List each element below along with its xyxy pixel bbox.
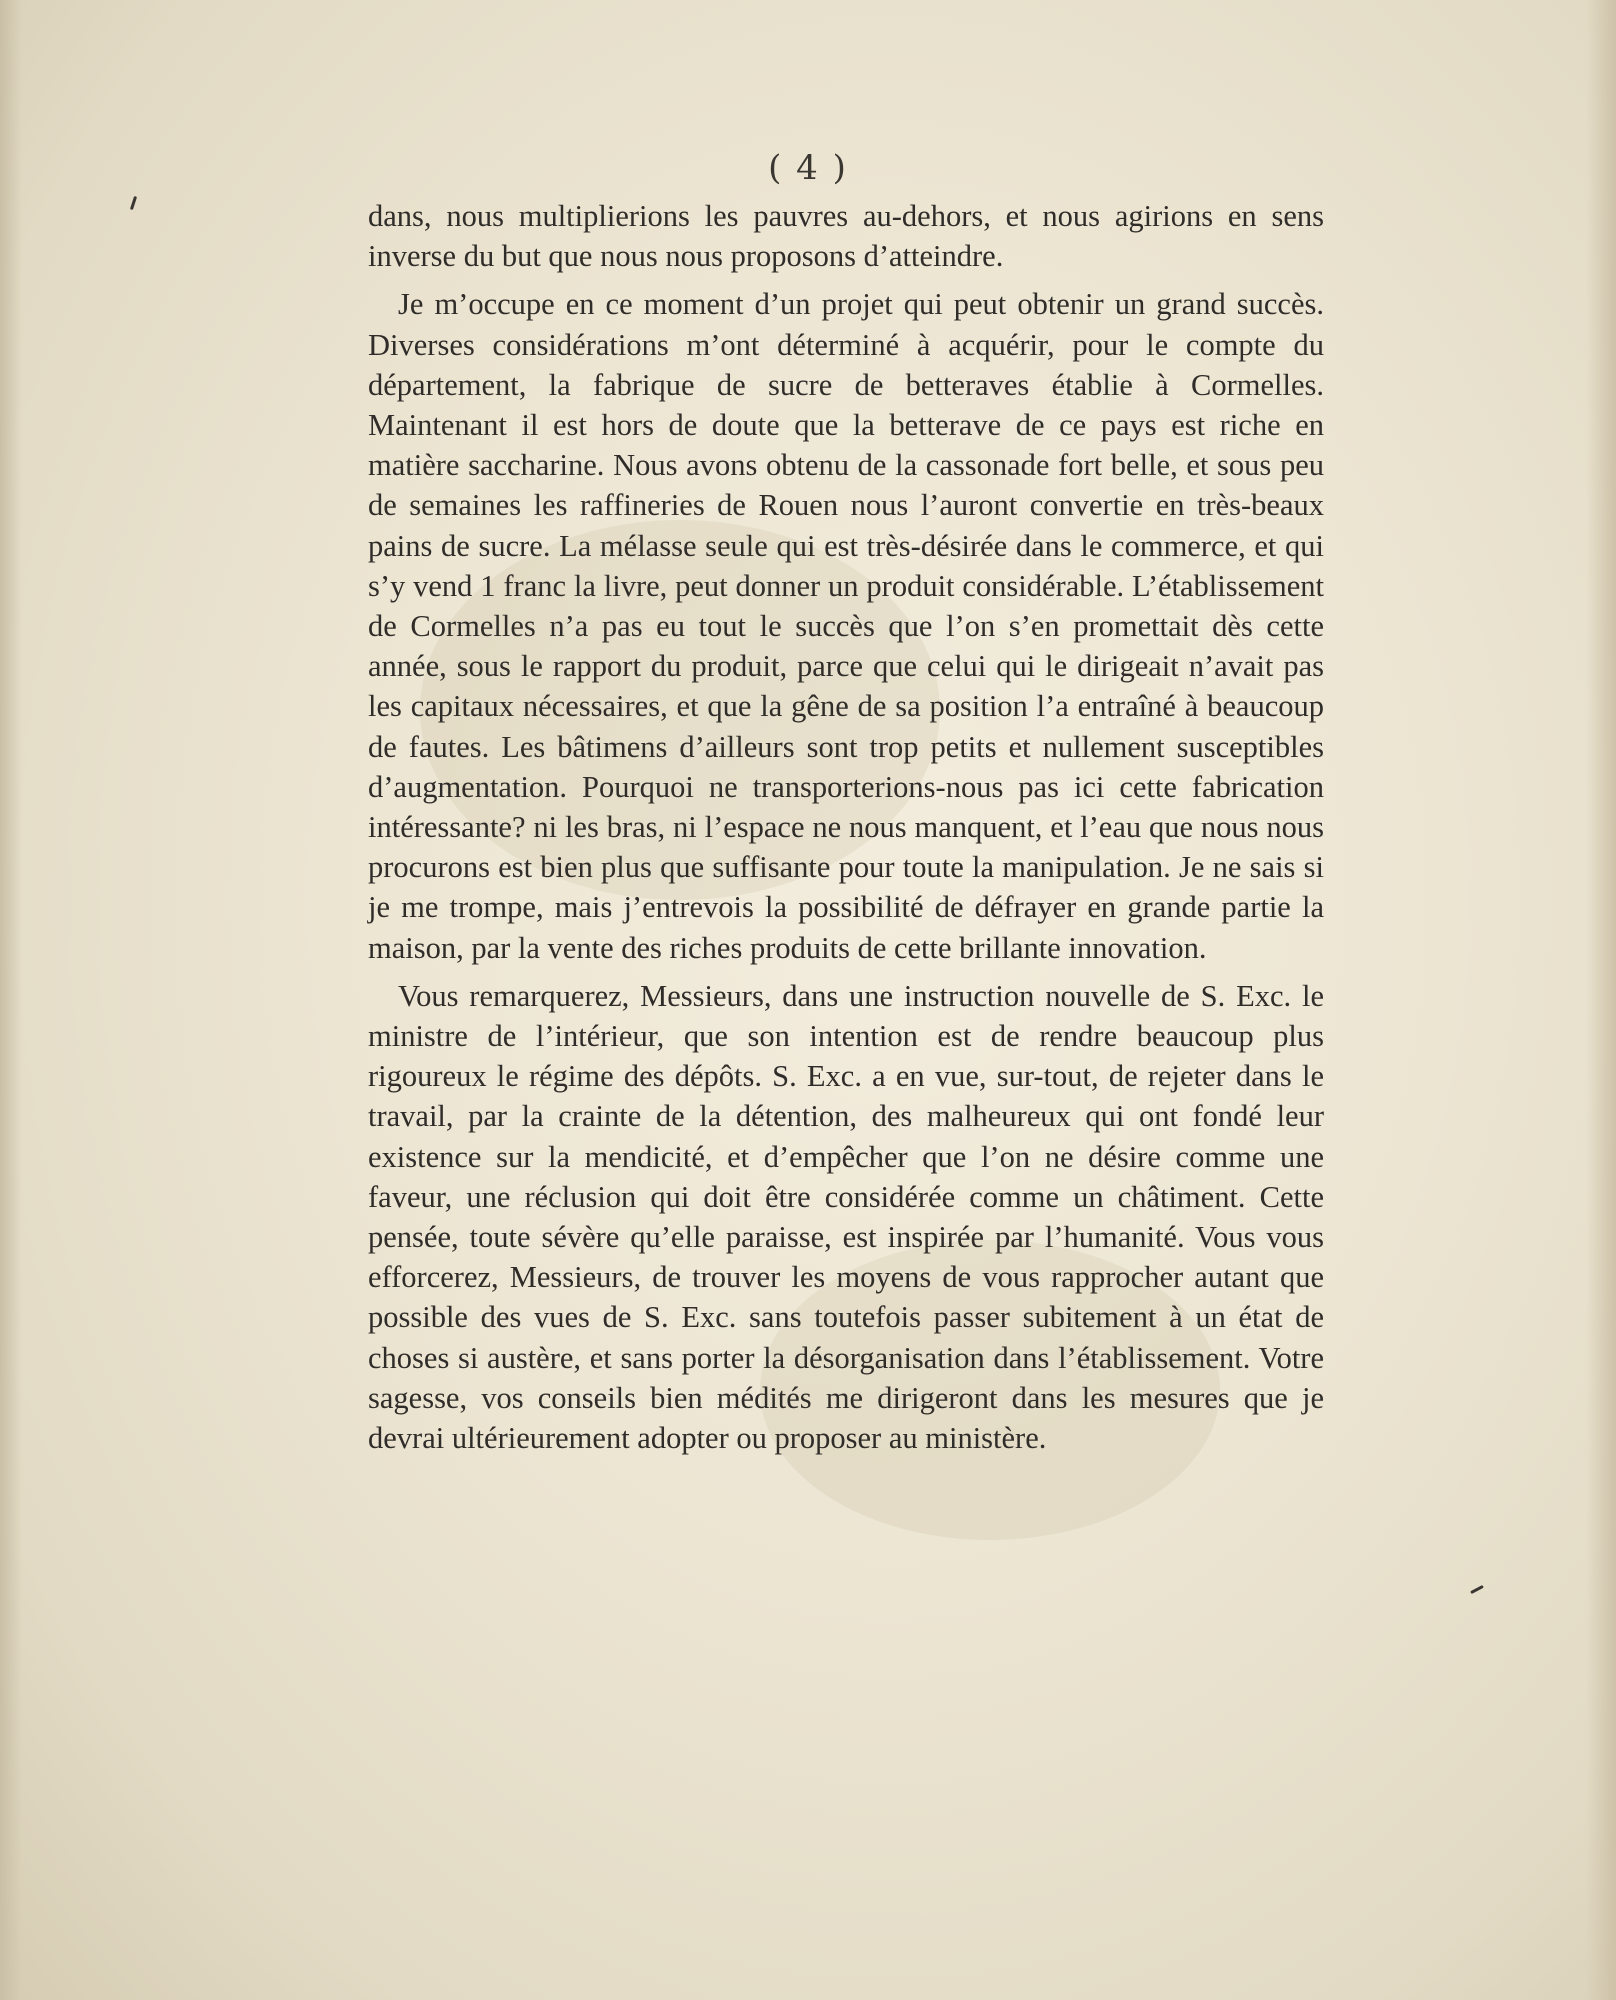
- paragraph-1: dans, nous multiplierions les pauvres au-dehors, et nous agirions en sens inverse du but que nous nous proposons d’atteindre.: [368, 199, 1324, 274]
- body-text: [368, 196, 1324, 1466]
- paragraph-2: Je m’occupe en ce moment d’un projet qui peut obtenir un grand succès. Diverses considérations m’ont déterminé à acquérir, pour le compte du département, la fabrique de sucre de betteraves établie à Cormelles. Maintenant il est hors de doute que la betterave de ce pays est riche en matière saccharine. Nous avons obtenu de la cassonade fort belle, et sous peu de semaines les raffineries de Rouen nous l’auront convertie en très-beaux pains de sucre. La mélasse seule qui est très-désirée dans le commerce, et qui s’y vend 1 franc la livre, peut donner un produit considérable. L’établissement de Cormelles n’a pas eu tout le succès que l’on s’en promettait dès cette année, sous le rapport du produit, parce que celui qui le dirigeait n’avait pas les capitaux nécessaires, et que la gêne de sa position l’a entraîné à beaucoup de fautes. Les bâtimens d’ailleurs sont trop petits et nullement susceptibles d’augmentation. Pourquoi ne transporterions-nous pas ici cette fabrication intéressante? ni les bras, ni l’espace ne nous manquent, et l’eau que nous nous procurons est bien plus que suffisante pour toute la manipulation. Je ne sais si je me trompe, mais j’entrevois la possibilité de défrayer en grande partie la maison, par la vente des riches produits de cette brillante innovation.: [368, 287, 1324, 965]
- ink-mark: [1470, 1585, 1484, 1594]
- ink-mark: [130, 196, 137, 210]
- page-number: ( 4 ): [768, 148, 848, 188]
- paragraph-3: Vous remarquerez, Messieurs, dans une instruction nouvelle de S. Exc. le ministre de l’intérieur, que son intention est de rendre beaucoup plus rigoureux le régime des dépôts. S. Exc. a en vue, sur-tout, de rejeter dans le travail, par la crainte de la détention, des malheureux qui ont fondé leur existence sur la mendicité, et d’empêcher que l’on ne désire comme une faveur, une réclusion qui doit être considérée comme un châtiment. Cette pensée, toute sévère qu’elle paraisse, est inspirée par l’humanité. Vous vous efforcerez, Messieurs, de trouver les moyens de vous rapprocher autant que possible des vues de S. Exc. sans toutefois passer subitement à un état de choses si austère, et sans porter la désorganisation dans l’établissement. Votre sagesse, vos conseils bien médités me dirigeront dans les mesures que je devrai ultérieurement adopter ou proposer au ministère.: [368, 978, 1324, 1456]
